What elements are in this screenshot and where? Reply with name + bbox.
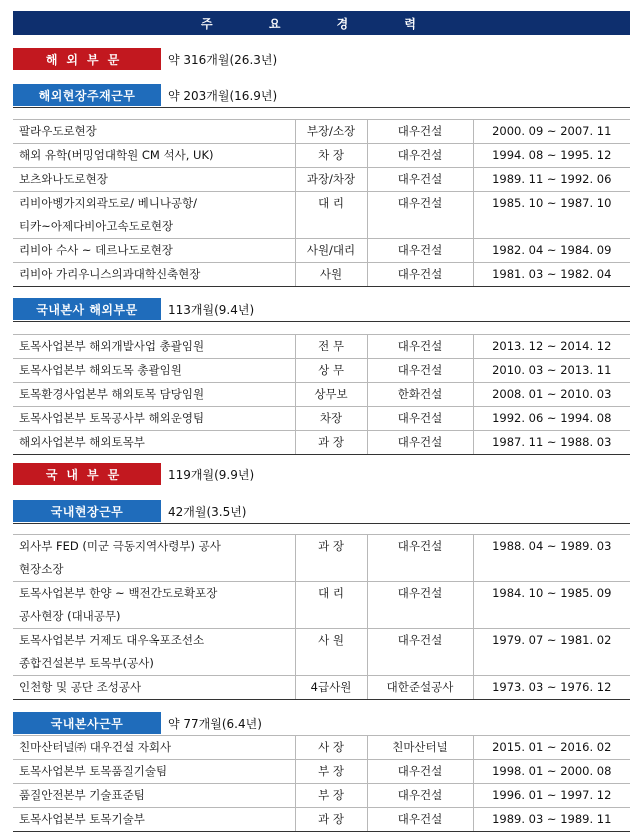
table-row: [13, 168, 630, 192]
career-name: 해외 유학(버밍엄대학원 CM 석사, UK): [13, 144, 295, 168]
career-position: 차장: [295, 407, 367, 431]
subsection-header-domestic-site: 국내현장근무: [13, 500, 161, 522]
career-name: 인천항 및 공단 조성공사: [13, 676, 295, 700]
career-position: 과 장: [295, 808, 367, 832]
career-name-line1: 토목사업본부 거제도 대우옥포조선소: [19, 633, 205, 647]
career-position: 대 리: [295, 582, 367, 629]
section-header-overseas: 해외부문: [13, 48, 161, 70]
career-company: 대우건설: [367, 760, 473, 784]
career-name: 리비아 수사 ~ 데르나도로현장: [13, 239, 295, 263]
career-company: 대우건설: [367, 239, 473, 263]
career-name: 토목사업본부 토목공사부 해외운영팀: [13, 407, 295, 431]
career-period: 1994. 08 ~ 1995. 12: [473, 144, 630, 168]
career-name: 팔라우도로현장: [13, 120, 295, 144]
career-position: 사 원: [295, 629, 367, 676]
career-period: 2010. 03 ~ 2013. 11: [473, 359, 630, 383]
career-period: 1984. 10 ~ 1985. 09: [473, 582, 630, 629]
career-name: 보츠와나도로현장: [13, 168, 295, 192]
table-row: [13, 808, 630, 832]
career-period: 1982. 04 ~ 1984. 09: [473, 239, 630, 263]
table-row: [13, 120, 630, 144]
overseas-hq-table: [13, 334, 630, 455]
career-period: 1985. 10 ~ 1987. 10: [473, 192, 630, 239]
career-name: [13, 192, 295, 239]
divider: [13, 107, 630, 108]
page-title: 주 요 경 력: [13, 11, 630, 35]
career-position: 전 무: [295, 335, 367, 359]
table-row: [13, 535, 630, 582]
table-row: [13, 263, 630, 287]
career-period: 2015. 01 ~ 2016. 02: [473, 736, 630, 760]
career-company: 대우건설: [367, 582, 473, 629]
career-period: 1996. 01 ~ 1997. 12: [473, 784, 630, 808]
career-company: 대우건설: [367, 335, 473, 359]
table-row: [13, 431, 630, 455]
table-row: [13, 359, 630, 383]
career-period: 1987. 11 ~ 1988. 03: [473, 431, 630, 455]
career-company: 대우건설: [367, 359, 473, 383]
career-period: 2013. 12 ~ 2014. 12: [473, 335, 630, 359]
career-name: 친마산터널㈜ 대우건설 자회사: [13, 736, 295, 760]
career-position: 차 장: [295, 144, 367, 168]
career-period: 1998. 01 ~ 2000. 08: [473, 760, 630, 784]
career-period: 1989. 03 ~ 1989. 11: [473, 808, 630, 832]
career-period: 2008. 01 ~ 2010. 03: [473, 383, 630, 407]
career-company: 대우건설: [367, 192, 473, 239]
career-period: 1989. 11 ~ 1992. 06: [473, 168, 630, 192]
career-position: 사원/대리: [295, 239, 367, 263]
table-row: [13, 383, 630, 407]
career-position: 사 장: [295, 736, 367, 760]
career-name: [13, 629, 295, 676]
career-name-line2: 현장소장: [19, 562, 64, 576]
career-position: 대 리: [295, 192, 367, 239]
career-name: [13, 582, 295, 629]
career-company: 대우건설: [367, 263, 473, 287]
career-name: 토목사업본부 토목품질기술팀: [13, 760, 295, 784]
table-row: [13, 784, 630, 808]
career-position: 상 무: [295, 359, 367, 383]
career-name-line1: 리비아벵가지외곽도로/ 베니나공항/: [19, 196, 198, 210]
career-company: 대우건설: [367, 629, 473, 676]
career-position: 사원: [295, 263, 367, 287]
subsection-header-overseas-site: 해외현장주재근무: [13, 84, 161, 106]
subsection-header-overseas-hq: 국내본사 해외부문: [13, 298, 161, 320]
subsection-header-domestic-hq: 국내본사근무: [13, 712, 161, 734]
career-company: 친마산터널: [367, 736, 473, 760]
career-name: 토목사업본부 토목기술부: [13, 808, 295, 832]
table-row: [13, 760, 630, 784]
overseas-hq-duration: 113개월(9.4년): [168, 302, 255, 317]
divider: [13, 321, 630, 322]
career-name-line2: 티카~아제다비아고속도로현장: [19, 219, 174, 233]
section-header-domestic: 국내부문: [13, 463, 161, 485]
career-period: 2000. 09 ~ 2007. 11: [473, 120, 630, 144]
career-position: 과장/차장: [295, 168, 367, 192]
career-position: 과 장: [295, 431, 367, 455]
career-company: 대우건설: [367, 144, 473, 168]
career-company: 대우건설: [367, 535, 473, 582]
table-row: [13, 407, 630, 431]
domestic-site-table: [13, 534, 630, 700]
career-position: 상무보: [295, 383, 367, 407]
table-row: [13, 335, 630, 359]
career-name: 토목사업본부 해외도목 총괄임원: [13, 359, 295, 383]
career-name-line2: 종합건설본부 토목부(공사): [19, 656, 154, 670]
domestic-hq-table: [13, 735, 630, 832]
table-row: [13, 144, 630, 168]
career-company: 대우건설: [367, 168, 473, 192]
career-name: [13, 535, 295, 582]
career-name-line1: 토목사업본부 한양 ~ 백전간도로확포장: [19, 586, 218, 600]
table-row: [13, 676, 630, 700]
career-company: 대우건설: [367, 120, 473, 144]
career-period: 1979. 07 ~ 1981. 02: [473, 629, 630, 676]
career-name-line1: 외사부 FED (미군 극동지역사령부) 공사: [19, 539, 221, 553]
career-position: 과 장: [295, 535, 367, 582]
career-name: 리비아 가리우니스의과대학신축현장: [13, 263, 295, 287]
career-company: 대우건설: [367, 431, 473, 455]
career-period: 1973. 03 ~ 1976. 12: [473, 676, 630, 700]
career-company: 대우건설: [367, 808, 473, 832]
career-company: 한화건설: [367, 383, 473, 407]
career-period: 1981. 03 ~ 1982. 04: [473, 263, 630, 287]
table-row: [13, 239, 630, 263]
career-name: 토목사업본부 해외개발사업 총괄임원: [13, 335, 295, 359]
career-name: 해외사업본부 해외토목부: [13, 431, 295, 455]
career-name-line2: 공사현장 (대내공무): [19, 609, 121, 623]
career-name: 토목환경사업본부 해외토목 담당임원: [13, 383, 295, 407]
career-period: 1988. 04 ~ 1989. 03: [473, 535, 630, 582]
career-position: 부장/소장: [295, 120, 367, 144]
overseas-site-table: [13, 119, 630, 287]
domestic-site-duration: 42개월(3.5년): [168, 504, 247, 519]
overseas-duration: 약 316개월(26.3년): [168, 52, 278, 67]
career-position: 부 장: [295, 760, 367, 784]
domestic-hq-duration: 약 77개월(6.4년): [168, 716, 262, 731]
table-row: [13, 582, 630, 629]
table-row: [13, 192, 630, 239]
career-company: 대한준설공사: [367, 676, 473, 700]
career-company: 대우건설: [367, 407, 473, 431]
career-position: 4급사원: [295, 676, 367, 700]
table-row: [13, 736, 630, 760]
career-company: 대우건설: [367, 784, 473, 808]
overseas-site-duration: 약 203개월(16.9년): [168, 88, 278, 103]
career-name: 품질안전본부 기술표준팀: [13, 784, 295, 808]
career-position: 부 장: [295, 784, 367, 808]
table-row: [13, 629, 630, 676]
divider: [13, 523, 630, 524]
career-period: 1992. 06 ~ 1994. 08: [473, 407, 630, 431]
domestic-duration: 119개월(9.9년): [168, 467, 255, 482]
